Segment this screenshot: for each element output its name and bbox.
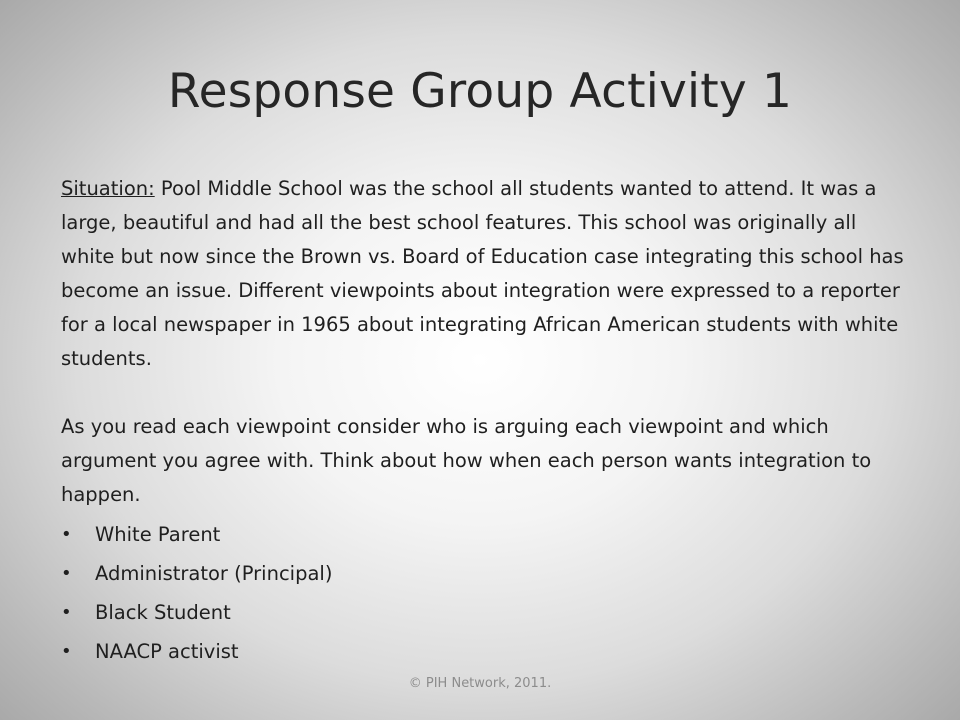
slide-title: Response Group Activity 1 xyxy=(167,64,793,119)
viewpoint-label: Administrator (Principal) xyxy=(95,562,333,585)
bullet-icon: • xyxy=(61,563,72,584)
situation-text: Pool Middle School was the school all students wanted to attend. It was a large, beautiful and had all the best school features. This school was originally all white but now since the Brown vs. Board of Education case integrating this school has become an issue. Different viewpoints about integration were expressed to a reporter for a local newspaper in 1965 about integrating African American students with white students. xyxy=(61,177,904,370)
slide-body xyxy=(61,172,911,672)
viewpoint-list xyxy=(61,516,911,672)
bullet-icon: • xyxy=(61,641,72,662)
copyright-footer: © PIH Network, 2011. xyxy=(408,676,552,691)
list-item xyxy=(61,633,911,672)
viewpoint-label: White Parent xyxy=(95,523,221,546)
situation-paragraph xyxy=(61,172,911,376)
situation-label: Situation: xyxy=(61,177,155,200)
bullet-icon: • xyxy=(61,524,72,545)
list-item xyxy=(61,516,911,555)
list-item xyxy=(61,555,911,594)
bullet-icon: • xyxy=(61,602,72,623)
list-item xyxy=(61,594,911,633)
instructions-paragraph: As you read each viewpoint consider who is arguing each viewpoint and which argument you agree with. Think about how when each person wants integration to happen. xyxy=(61,415,872,506)
viewpoint-label: Black Student xyxy=(95,601,231,624)
viewpoint-label: NAACP activist xyxy=(95,640,239,663)
